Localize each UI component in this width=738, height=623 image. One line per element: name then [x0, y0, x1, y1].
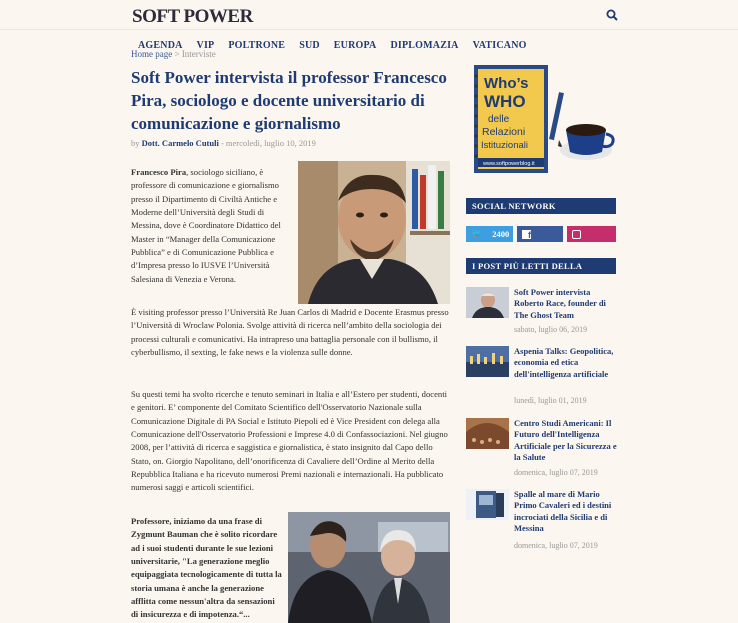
breadcrumb-separator: >: [174, 49, 180, 59]
breadcrumb-home[interactable]: Home page: [131, 49, 173, 59]
banner-line-2: WHO: [484, 92, 526, 111]
article-photo-portrait: [298, 161, 450, 304]
article-photo-meeting: [288, 512, 450, 623]
popular-posts-heading: I POST PIÙ LETTI DELLA: [466, 258, 616, 274]
nav-item-europa[interactable]: EUROPA: [333, 40, 377, 51]
post-date: sabato, luglio 06, 2019: [514, 325, 588, 334]
article-paragraph-3: Su questi temi ha svolto ricerche e tenuto seminari in Italia e all’Estero per studenti, docenti e genitori. E’ componente del Comitato Scientifico dell'Osservatorio Nazionale sulla Comunicazione Digitale di PA Social e Istituto Piepoli ed è Vice President con delega alla Comunicazione dell'Osservatorio Professioni e Imprese 4.0 di Confassociazioni. Nel giugno 2008, per l’attività di ricerca e saggistica e giornalistica, è stato insignito dal Capo dello Stato, on. Giorgio Napolitano, dell’onorificenza di Cavaliere dell’Ordine al Merito della Repubblica Italiana e ha ricevuto numerosi Premi nazionali e internazionali. Ha pubblicato numerosi saggi e articoli scientifici.: [131, 389, 448, 493]
post-title[interactable]: Spalle al mare di Mario Primo Cavaleri ed i destini incrociati della Sicilia e di Messina: [514, 489, 612, 534]
nav-item-agenda[interactable]: AGENDA: [138, 40, 183, 51]
twitter-icon: 🐦: [471, 229, 483, 239]
facebook-button[interactable]: [517, 226, 563, 242]
article-paragraph-1: [131, 166, 291, 286]
article-title: Soft Power intervista il professor Francesco Pira, sociologo e docente universitario di comunicazione e giornalismo: [131, 68, 447, 134]
site-logo[interactable]: SOFT POWER: [132, 6, 253, 27]
popular-post-1[interactable]: [466, 287, 616, 335]
author-link[interactable]: Dott. Carmelo Cutuli: [141, 138, 219, 148]
nav-item-diplomazia[interactable]: DIPLOMAZIA: [390, 40, 459, 51]
post-thumbnail[interactable]: [466, 287, 509, 318]
banner-url: www.softpowerblog.it: [483, 161, 535, 167]
nav-item-poltrone[interactable]: POLTRONE: [228, 40, 286, 51]
article-byline: [131, 138, 316, 148]
whos-who-banner[interactable]: [466, 62, 616, 182]
nav-item-vip[interactable]: VIP: [196, 40, 215, 51]
post-thumbnail[interactable]: [466, 346, 509, 377]
banner-line-3: delle: [488, 114, 510, 125]
breadcrumb: [131, 49, 216, 59]
top-bar: [0, 0, 738, 30]
banner-line-5: Istituzionali: [481, 140, 528, 151]
twitter-count: 2400: [492, 229, 510, 239]
nav-item-vaticano[interactable]: VATICANO: [472, 40, 527, 51]
post-title[interactable]: Centro Studi Americani: Il Futuro dell'Intelligenza Artificiale per la Sicurezza e la Salute: [514, 418, 617, 463]
post-thumbnail[interactable]: [466, 489, 509, 520]
banner-line-4: Relazioni: [482, 126, 526, 138]
facebook-icon: f: [522, 230, 531, 239]
article-date: - mercoledì, luglio 10, 2019: [220, 138, 316, 148]
popular-post-3[interactable]: [466, 418, 616, 478]
byline-by: by: [131, 138, 140, 148]
article-question: Professore, iniziamo da una frase di Zygmunt Bauman che è solito ricordare ad i suoi studenti durante le sue lezioni universitarie, "La generazione meglio equipaggiata tecnologicamente di tutta la storia umana è anche la generazione afflitta come nessun'altra da sensazioni di insicurezza e di impotenza.“...: [131, 516, 282, 620]
social-network-heading: SOCIAL NETWORK: [466, 198, 616, 214]
post-date: domenica, luglio 07, 2019: [514, 468, 598, 477]
post-title[interactable]: Soft Power intervista Roberto Race, founder di The Ghost Team: [514, 287, 606, 320]
nav-item-sud[interactable]: SUD: [299, 40, 320, 51]
banner-line-1: Who’s: [484, 75, 529, 92]
instagram-button[interactable]: [567, 226, 616, 242]
twitter-button[interactable]: [466, 226, 513, 242]
post-date: lunedì, luglio 01, 2019: [514, 396, 587, 405]
popular-post-2[interactable]: [466, 346, 616, 406]
person-name: Francesco Pira: [131, 167, 187, 177]
post-thumbnail[interactable]: [466, 418, 509, 449]
article-paragraph-2: È visiting professor presso l’Università Re Juan Carlos di Madrid e Docente Erasmus presso l’Università di Wroclaw Polonia. Svolge attività di ricerca nell’ambito della sociologia dei processi culturali e comunicativi. Ha intrapreso una battaglia personale con il bullismo, il cyberbullismo, il sexting, le fake news e la violenza sulle donne.: [131, 307, 449, 357]
breadcrumb-current[interactable]: Interviste: [181, 49, 216, 59]
instagram-icon: [572, 230, 581, 239]
popular-post-4[interactable]: [466, 489, 616, 551]
post-title[interactable]: Aspenia Talks: Geopolitica, economia ed etica dell'intelligenza artificiale: [514, 346, 614, 379]
search-icon[interactable]: [606, 9, 618, 21]
post-date: domenica, luglio 07, 2019: [514, 541, 598, 550]
paragraph-1-text: , sociologo siciliano, è professore di comunicazione e giornalismo presso il Dipartimento di Civiltà Antiche e Moderne dell’Università degli Studi di Messina, dove è Coordinatore Didattico del Master in “Manager della Comunicazione Pubblica” e di Comunicazione Pubblica e d’Impresa presso lo IUSVE l’Università Salesiana di Venezia e Verona.: [131, 167, 281, 284]
